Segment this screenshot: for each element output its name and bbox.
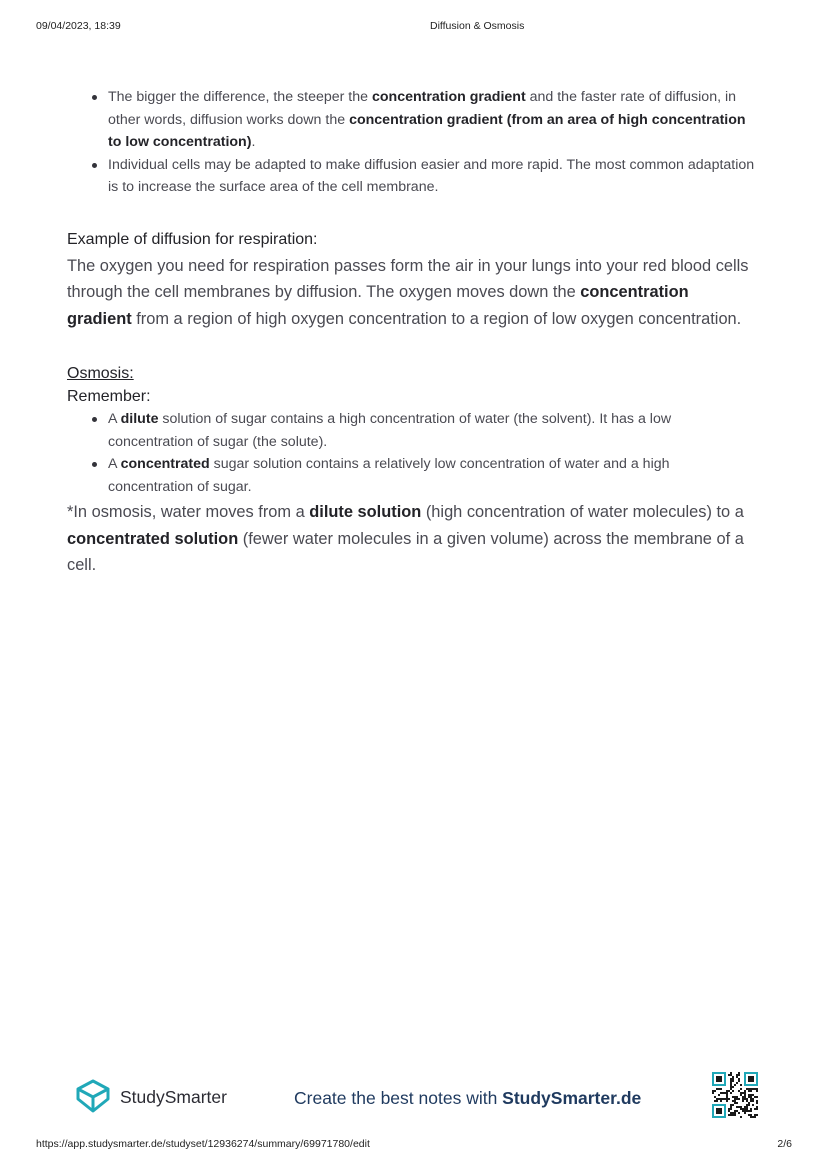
logo-word-smarter: Smarter bbox=[164, 1087, 227, 1107]
respiration-paragraph bbox=[67, 253, 757, 333]
qr-code-icon bbox=[712, 1072, 758, 1118]
text-run: A bbox=[108, 411, 121, 428]
text-run: A bbox=[108, 456, 121, 473]
studysmarter-logo-text bbox=[120, 1087, 227, 1108]
list-item bbox=[108, 453, 757, 498]
text-run: (high concentration of water molecules) to a bbox=[421, 503, 744, 522]
text-run: Individual cells may be adapted to make diffusion easier and more rapid. The most common adaptation is to increase the surface area of the cell membrane. bbox=[108, 156, 755, 195]
text-run: The bigger the difference, the steeper the bbox=[108, 89, 372, 105]
print-url[interactable]: https://app.studysmarter.de/studyset/12936274/summary/69971780/edit bbox=[36, 1138, 370, 1150]
tagline-brand: StudySmarter.de bbox=[502, 1088, 642, 1108]
text-run: The oxygen you need for respiration passes form the air in your lungs into your red blood cells through the cell membranes by diffusion. The oxygen moves down the bbox=[67, 256, 749, 302]
text-run: solution of sugar contains a high concentration of water (the solvent). It has a low concentration of sugar (the solute). bbox=[108, 411, 672, 450]
print-page-number: 2/6 bbox=[777, 1138, 792, 1150]
text-run: *In osmosis, water moves from a bbox=[67, 503, 310, 522]
studysmarter-logo-icon bbox=[74, 1078, 112, 1114]
bold-term: concentrated bbox=[120, 456, 210, 473]
osmosis-title: Osmosis: bbox=[67, 365, 134, 383]
print-datetime: 09/04/2023, 18:39 bbox=[36, 20, 121, 32]
bold-term: dilute bbox=[120, 411, 159, 428]
text-run: and the faster rate of diffusion, in other words, diffusion works down the bbox=[108, 89, 737, 128]
bullet-list-diffusion bbox=[67, 86, 757, 199]
text-run: . bbox=[251, 134, 256, 150]
list-item bbox=[108, 408, 757, 453]
print-title: Diffusion & Osmosis bbox=[430, 20, 525, 32]
tagline-prefix: Create the best notes with bbox=[294, 1088, 503, 1108]
logo-word-study: Study bbox=[120, 1087, 165, 1107]
bold-term: concentration gradient bbox=[371, 89, 526, 105]
bullet-list-osmosis bbox=[67, 408, 757, 498]
remember-heading: Remember: bbox=[67, 388, 151, 406]
bold-term: concentrated solution bbox=[67, 529, 239, 548]
respiration-heading: Example of diffusion for respiration: bbox=[67, 230, 318, 248]
osmosis-paragraph bbox=[67, 499, 757, 579]
list-item bbox=[108, 154, 757, 199]
studysmarter-banner bbox=[0, 1070, 828, 1130]
bold-term: concentration gradient bbox=[67, 283, 689, 328]
bold-term: dilute solution bbox=[309, 503, 422, 522]
banner-tagline[interactable] bbox=[294, 1088, 641, 1109]
document-content bbox=[67, 86, 757, 579]
list-item bbox=[108, 86, 757, 154]
text-run: sugar solution contains a relatively low concentration of water and a high concentration of sugar. bbox=[108, 456, 670, 495]
text-run: from a region of high oxygen concentration to a region of low oxygen concentration. bbox=[131, 309, 742, 328]
bold-term: concentration gradient (from an area of high concentration to low concentration) bbox=[108, 111, 746, 150]
text-run: (fewer water molecules in a given volume) across the membrane of a cell. bbox=[67, 529, 744, 575]
